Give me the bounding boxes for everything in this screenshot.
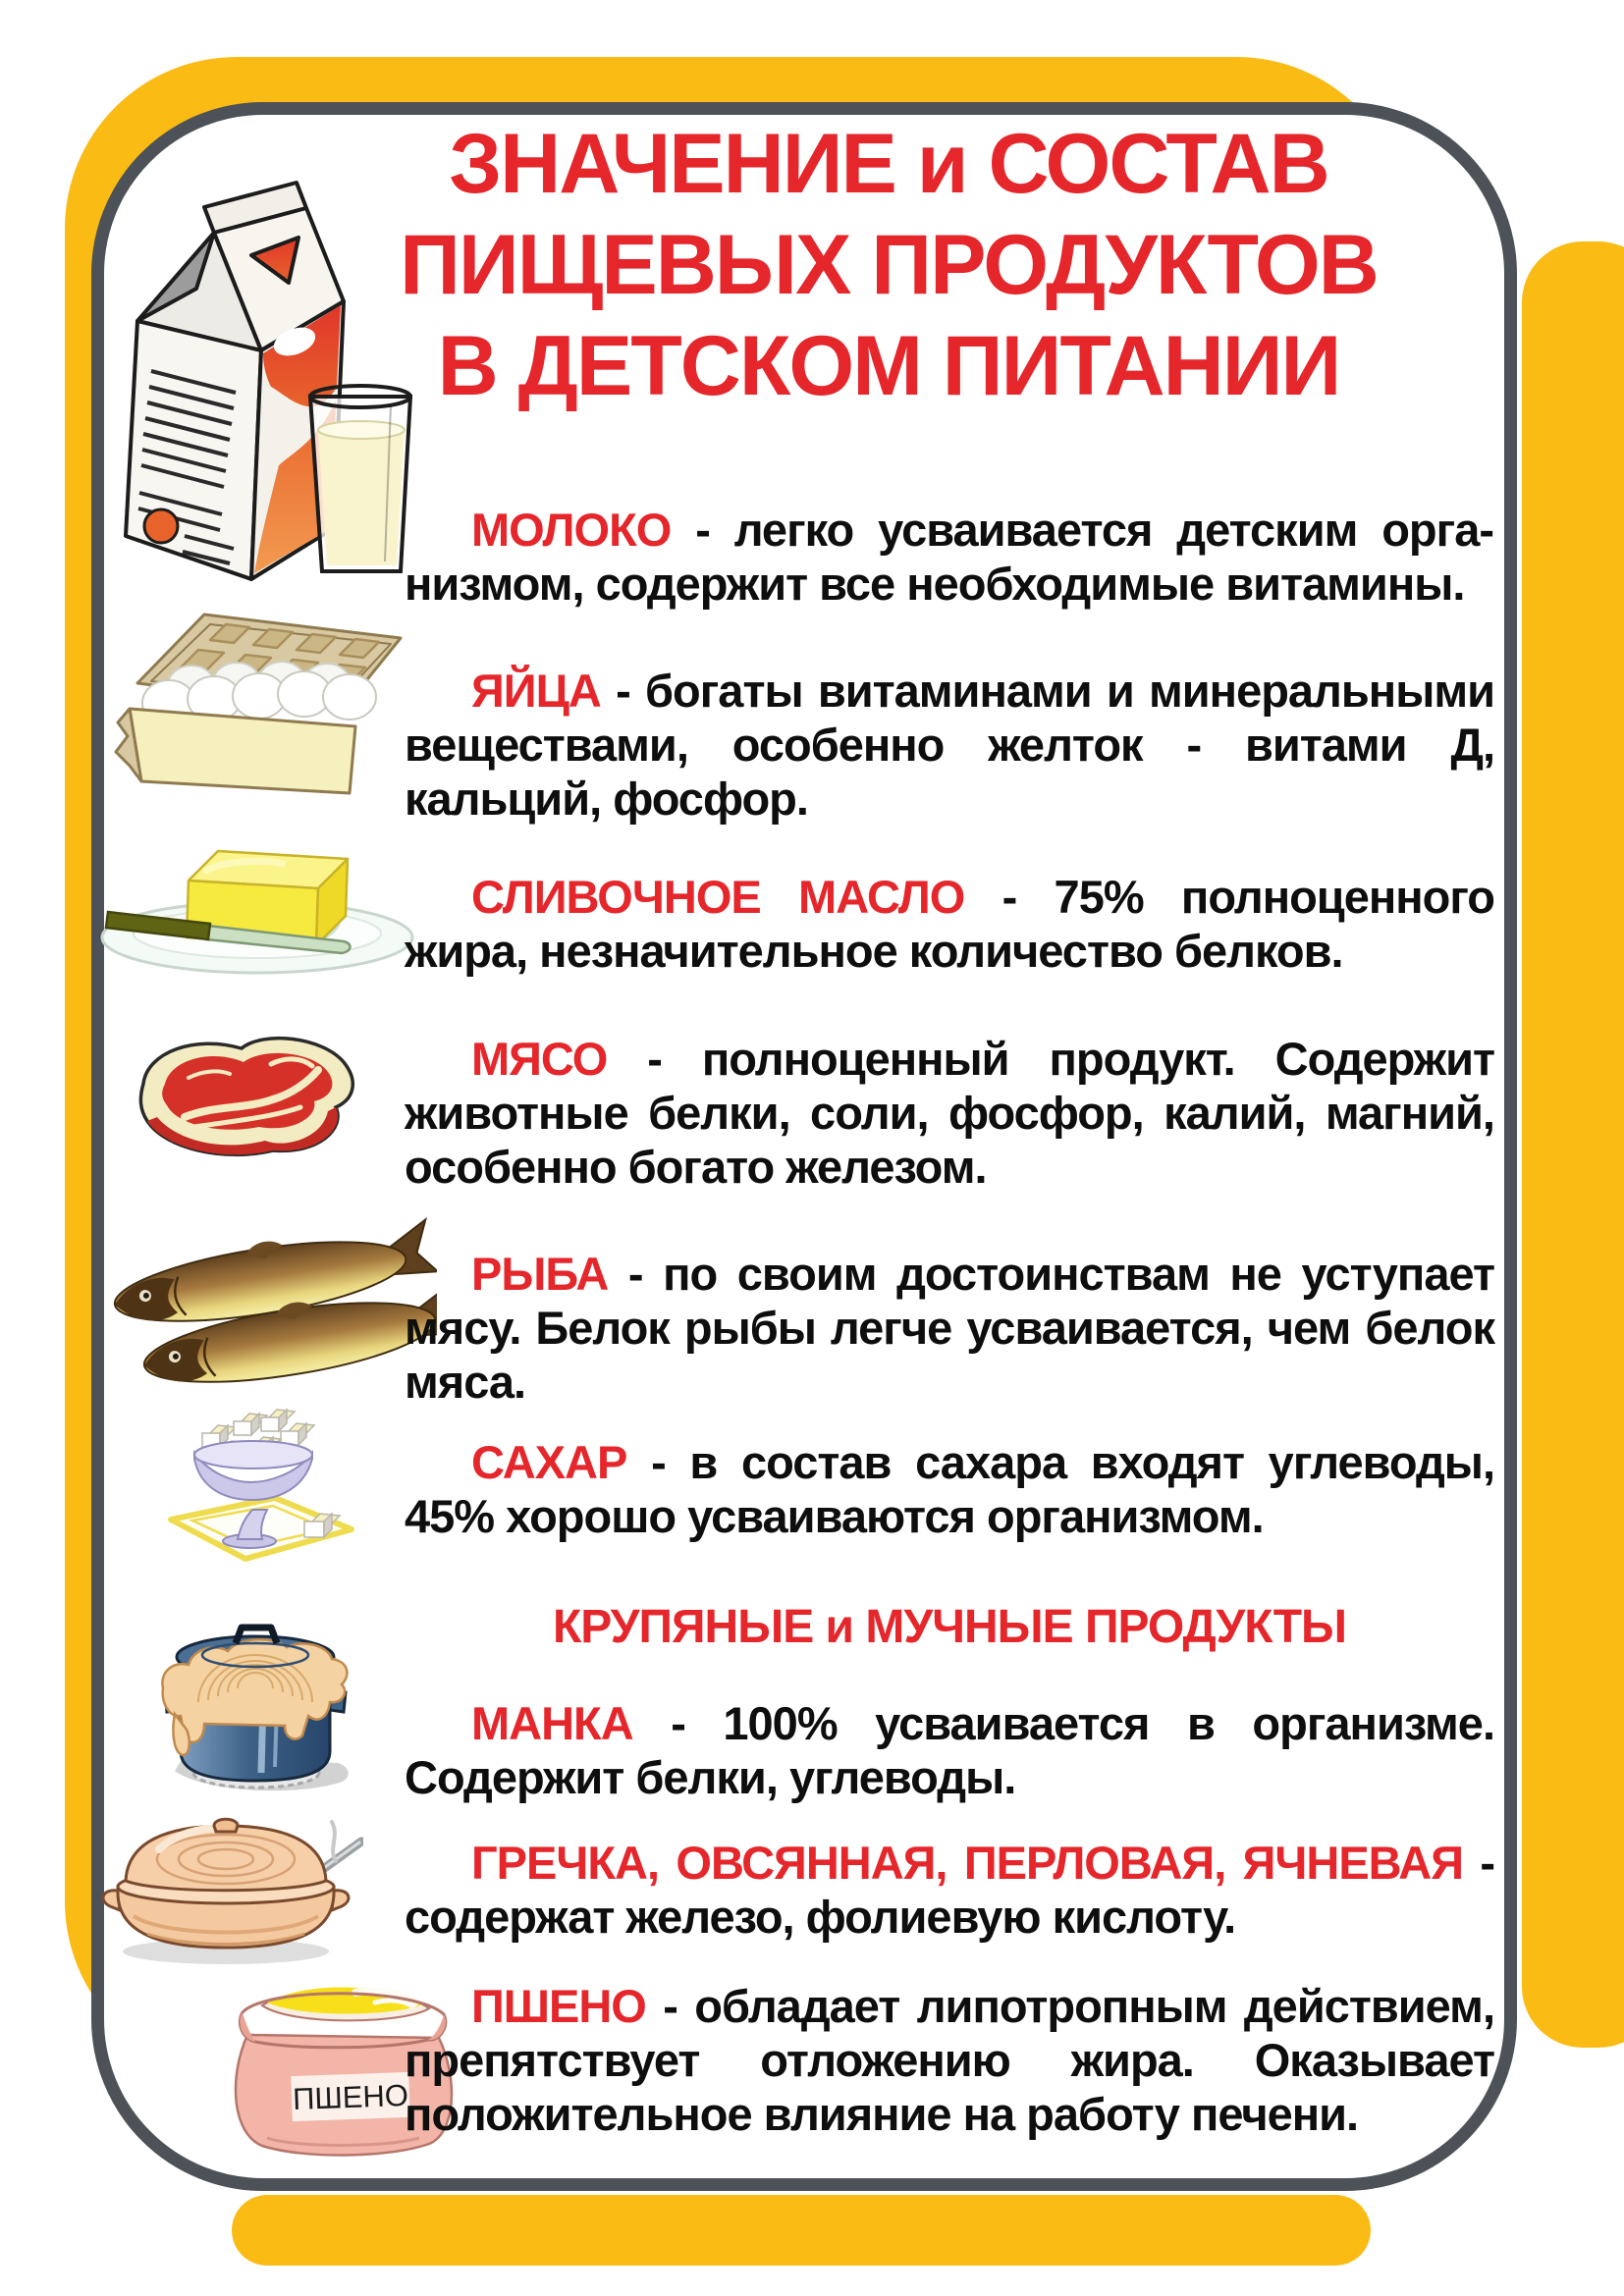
section-millet-heading: ПШЕНО: [471, 1980, 646, 2032]
subheading-cereals: КРУПЯНЫЕ и МУЧНЫЕ ПРОДУКТЫ: [553, 1601, 1346, 1653]
porridge-pot-icon: [145, 1598, 366, 1809]
section-semolina: [405, 1696, 1494, 1804]
section-semolina-heading: МАНКА: [471, 1697, 633, 1749]
sugar-bowl-icon: [159, 1404, 360, 1571]
poster-title: [324, 114, 1453, 417]
section-fish-heading: РЫБА: [471, 1248, 609, 1300]
section-meat-body: - полноценный продукт. Содержит животные белки, соли, фосфор, калий, магний, особенно богато железом.: [405, 1033, 1495, 1193]
section-meat-heading: МЯСО: [471, 1033, 608, 1085]
egg-carton-icon: [108, 599, 417, 800]
butter-on-plate-icon: [90, 829, 419, 977]
section-sugar-heading: САХАР: [471, 1436, 627, 1488]
meat-steak-icon: [126, 1023, 371, 1185]
section-buckwheat-heading: ГРЕЧКА, ОВСЯННАЯ, ПЕРЛОВАЯ, ЯЧНЕВАЯ: [471, 1837, 1464, 1889]
title-line-2: ПИЩЕВЫХ ПРОДУКТОВ: [400, 218, 1378, 312]
section-butter-heading: СЛИВОЧНОЕ МАСЛО: [471, 871, 965, 923]
section-butter-body: - 75% полноценного жира, незначительное количество белков.: [405, 871, 1494, 977]
section-meat: [405, 1032, 1494, 1194]
section-fish-body: - по своим достоинствам не уступает мясу. Белок рыбы легче усваивается, чем белок мяса.: [405, 1248, 1494, 1408]
section-millet-body: - обладает липотропным действием, препятствует отложению жира. Оказывает положительное влияние на работу печени.: [405, 1980, 1495, 2140]
yellow-bar-right: [1522, 241, 1624, 2048]
title-line-1: ЗНАЧЕНИЕ и СОСТАВ: [449, 117, 1328, 211]
section-eggs-body: - богаты витаминами и минеральными веществами, особенно желток - витами Д, кальций, фосфор.: [405, 665, 1494, 825]
section-milk-heading: МОЛОКО: [471, 504, 672, 556]
section-sugar: [405, 1435, 1494, 1543]
casserole-icon: [88, 1816, 363, 1968]
section-buckwheat-body: - содержат железо, фолиевую кислоту.: [405, 1837, 1495, 1943]
section-millet: [405, 1979, 1494, 2141]
millet-bag-label: ПШЕНО: [292, 2077, 409, 2117]
section-semolina-body: - 100% усваивается в организме. Содержит белки, углеводы.: [405, 1697, 1494, 1803]
section-milk: [405, 503, 1494, 611]
section-milk-body: - легко усваивается детским организмом, содержит все необходимые витамины.: [405, 504, 1494, 610]
section-eggs: [405, 664, 1494, 826]
two-fish-icon: [103, 1215, 437, 1397]
section-fish: [405, 1247, 1494, 1409]
section-eggs-heading: ЯЙЦА: [471, 665, 601, 717]
section-butter: [405, 870, 1494, 978]
title-line-3: В ДЕТСКОМ ПИТАНИИ: [437, 319, 1340, 413]
milk-carton-and-glass-icon: [86, 139, 440, 601]
section-buckwheat: [405, 1836, 1494, 1944]
yellow-bar-bottom: [232, 2195, 1371, 2266]
section-sugar-body: - в состав сахара входят углеводы, 45% хорошо усваиваются организмом.: [405, 1436, 1495, 1542]
